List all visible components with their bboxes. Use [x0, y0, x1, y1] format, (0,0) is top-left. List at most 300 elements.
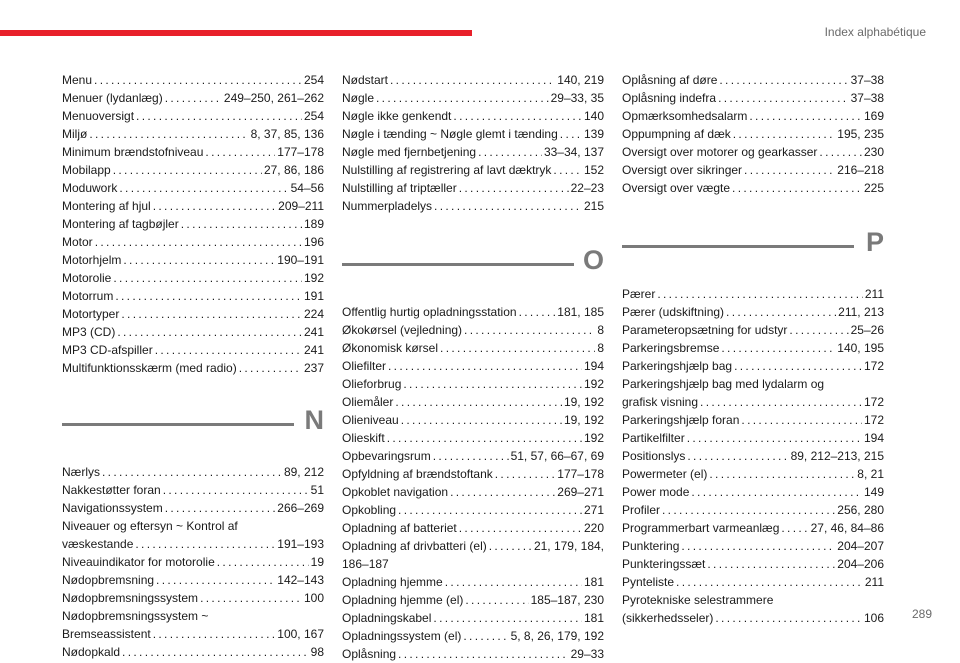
dot-leader: [388, 357, 582, 375]
index-pages: 27, 86, 186: [263, 163, 324, 177]
index-entry: [342, 303, 604, 321]
index-pages: 98: [310, 645, 324, 659]
index-entry: [342, 321, 604, 339]
index-term: MP3 (CD): [62, 325, 116, 339]
entry-group: [622, 71, 884, 197]
dot-leader: [657, 285, 863, 303]
index-entry: [622, 393, 884, 411]
dot-leader: [495, 465, 556, 483]
index-pages: 51, 57, 66–67, 69: [510, 449, 604, 463]
index-pages: 211: [864, 287, 884, 301]
index-pages: 181, 185: [557, 305, 604, 319]
index-pages: 192: [303, 271, 324, 285]
index-entry-continued: Niveauer og eftersyn ~ Kontrol af: [62, 519, 238, 533]
index-term: Oversigt over sikringer: [622, 163, 743, 177]
index-term: Opladning af batteriet: [342, 521, 457, 535]
index-pages: 190–191: [277, 253, 324, 267]
index-pages: 185–187, 230: [530, 593, 604, 607]
index-entry: [342, 197, 604, 215]
index-term: Opmærksomhedsalarm: [622, 109, 748, 123]
dot-leader: [465, 591, 528, 609]
index-entry: [622, 447, 884, 465]
dot-leader: [707, 555, 835, 573]
index-entry: [342, 89, 604, 107]
index-pages: 254: [303, 109, 324, 123]
index-entry: [62, 589, 324, 607]
index-pages: 177–178: [277, 145, 324, 159]
index-entry: [622, 555, 884, 573]
dot-leader: [749, 107, 862, 125]
index-entry: [62, 89, 324, 107]
index-pages: 269–271: [557, 485, 604, 499]
index-pages: 224: [303, 307, 324, 321]
index-pages: 241: [303, 343, 324, 357]
dot-leader: [445, 573, 582, 591]
dot-leader: [217, 553, 309, 571]
dot-leader: [376, 89, 549, 107]
entry-group: [622, 393, 884, 411]
index-term: Programmerbart varmeanlæg: [622, 521, 780, 535]
dot-leader: [89, 125, 248, 143]
dot-leader: [181, 215, 302, 233]
index-term: Økokørsel (vejledning): [342, 323, 463, 337]
dot-leader: [440, 339, 595, 357]
dot-leader: [691, 483, 862, 501]
index-entry: [342, 161, 604, 179]
index-pages: 54–56: [290, 181, 324, 195]
index-term: Motortyper: [62, 307, 120, 321]
index-pages: 241: [303, 325, 324, 339]
index-entry: [622, 285, 884, 303]
heading-rule: [622, 245, 854, 248]
dot-leader: [732, 179, 862, 197]
index-term: Nakkestøtter foran: [62, 483, 161, 497]
entry-group: [342, 537, 604, 555]
index-term: Positionslys: [622, 449, 686, 463]
dot-leader: [553, 161, 582, 179]
index-pages: 204–206: [837, 557, 884, 571]
dot-leader: [676, 573, 863, 591]
entry-group: [62, 463, 324, 517]
index-pages: 254: [303, 73, 324, 87]
index-pages: 211: [864, 575, 884, 589]
index-term: Oversigt over vægte: [622, 181, 731, 195]
dot-leader: [459, 179, 569, 197]
index-entry: [62, 251, 324, 269]
index-entry: [622, 89, 884, 107]
dot-leader: [401, 411, 562, 429]
dot-leader: [165, 499, 276, 517]
dot-leader: [700, 393, 862, 411]
index-term: Opladning af drivbatteri (el): [342, 539, 487, 553]
index-pages: 271: [583, 503, 604, 517]
dot-leader: [450, 483, 555, 501]
index-pages: 194: [863, 431, 884, 445]
index-term: Pærer (udskiftning): [622, 305, 725, 319]
index-term: grafisk visning: [622, 395, 699, 409]
dot-leader: [687, 429, 862, 447]
dot-leader: [200, 589, 302, 607]
index-term: Partikelfilter: [622, 431, 685, 445]
index-entry: [342, 591, 604, 609]
index-term: Motor: [62, 235, 93, 249]
dot-leader: [153, 197, 276, 215]
dot-leader: [121, 305, 302, 323]
dot-leader: [489, 537, 532, 555]
dot-leader: [744, 161, 835, 179]
dot-leader: [163, 481, 309, 499]
index-term: Olieskift: [342, 431, 385, 445]
dot-leader: [156, 571, 275, 589]
index-entry: [342, 179, 604, 197]
index-pages: 195, 235: [837, 127, 884, 141]
index-entry: [62, 107, 324, 125]
index-term: Montering af tagbøjler: [62, 217, 179, 231]
dot-leader: [464, 321, 595, 339]
index-pages: 249–250, 261–262: [223, 91, 324, 105]
index-term: Punktering: [622, 539, 680, 553]
index-term: (sikkerhedsseler): [622, 611, 714, 625]
index-entry: [622, 429, 884, 447]
index-entry: [62, 179, 324, 197]
index-term: Nummerpladelys: [342, 199, 433, 213]
index-term: Nødopbremsning: [62, 573, 155, 587]
index-pages: 142–143: [277, 573, 324, 587]
index-pages: 19: [310, 555, 324, 569]
index-pages: 216–218: [837, 163, 884, 177]
dot-leader: [155, 341, 302, 359]
index-entry: [62, 571, 324, 589]
entry-group: [342, 71, 604, 215]
dot-leader: [721, 339, 835, 357]
index-entry: [342, 573, 604, 591]
index-entry: [342, 519, 604, 537]
index-term: Parkeringshjælp bag: [622, 359, 733, 373]
index-term: Power mode: [622, 485, 690, 499]
dot-leader: [819, 143, 862, 161]
index-term: Nødopbremsningssystem: [62, 591, 199, 605]
dot-leader: [715, 609, 862, 627]
index-entry: [622, 125, 884, 143]
index-term: Oplåsning af døre: [622, 73, 718, 87]
index-pages: 256, 280: [837, 503, 884, 517]
index-entry: [342, 483, 604, 501]
index-term: Opladning hjemme (el): [342, 593, 464, 607]
dot-leader: [453, 107, 582, 125]
index-entry: [62, 463, 324, 481]
dot-leader: [433, 447, 509, 465]
index-pages: 22–23: [570, 181, 604, 195]
index-entry: [342, 71, 604, 89]
dot-leader: [113, 269, 302, 287]
index-entry: [622, 465, 884, 483]
index-term: Niveauindikator for motorolie: [62, 555, 215, 569]
heading-rule: [342, 263, 574, 266]
index-term: Oversigt over motorer og gearkasser: [622, 145, 818, 159]
index-entry: [62, 553, 324, 571]
index-pages: 37–38: [850, 91, 884, 105]
dot-leader: [102, 463, 282, 481]
dot-leader: [463, 627, 508, 645]
dot-leader: [560, 125, 582, 143]
index-term: Nøgle ikke genkendt: [342, 109, 452, 123]
index-entry-continued: Parkeringshjælp bag med lydalarm og: [622, 377, 825, 391]
index-term: Parameteropsætning for udstyr: [622, 323, 788, 337]
index-entry: [62, 287, 324, 305]
index-entry: [622, 357, 884, 375]
index-term: Motorrum: [62, 289, 114, 303]
index-entry: [622, 303, 884, 321]
index-pages: 266–269: [277, 501, 324, 515]
dot-leader: [741, 411, 862, 429]
index-pages: 196: [303, 235, 324, 249]
index-entry: [342, 609, 604, 627]
page-number: 289: [911, 607, 932, 621]
letter-heading-p: [622, 221, 884, 271]
index-column-1: [62, 71, 324, 661]
index-entry: [342, 501, 604, 519]
index-pages: 169: [863, 109, 884, 123]
index-entry: [62, 481, 324, 499]
heading-letter: O: [582, 245, 604, 275]
index-entry: [622, 161, 884, 179]
index-entry: [62, 341, 324, 359]
index-term: Opladningssystem (el): [342, 629, 462, 643]
header-accent-bar: [0, 30, 472, 36]
index-term: Moduwork: [62, 181, 118, 195]
index-term: Pærer: [622, 287, 656, 301]
dot-leader: [734, 357, 862, 375]
index-pages: 100, 167: [277, 627, 324, 641]
index-term: Oliefilter: [342, 359, 387, 373]
index-pages: 237: [303, 361, 324, 375]
index-entry: [62, 125, 324, 143]
index-entry: [342, 537, 604, 555]
index-term: Opkobling: [342, 503, 397, 517]
index-entry: [62, 535, 324, 553]
index-pages: 106: [863, 611, 884, 625]
index-pages: 27, 46, 84–86: [810, 521, 884, 535]
index-pages: 5, 8, 26, 179, 192: [510, 629, 604, 643]
entry-group: [622, 411, 884, 591]
dot-leader: [433, 609, 582, 627]
index-term: Opfyldning af brændstoftank: [342, 467, 493, 481]
index-entry: [342, 447, 604, 465]
index-term: Parkeringsbremse: [622, 341, 720, 355]
entry-group: [342, 573, 604, 663]
index-term: Motorolie: [62, 271, 112, 285]
dot-leader: [709, 465, 855, 483]
index-term: Nøgle med fjernbetjening: [342, 145, 477, 159]
index-pages: 89, 212: [283, 465, 324, 479]
index-term: Økonomisk kørsel: [342, 341, 439, 355]
index-pages: 139: [583, 127, 604, 141]
index-pages: 8, 37, 85, 136: [250, 127, 324, 141]
index-entry: [342, 429, 604, 447]
index-term: Multifunktionsskærm (med radio): [62, 361, 237, 375]
index-entry: [62, 359, 324, 377]
index-pages: 89, 212–213, 215: [790, 449, 884, 463]
index-pages: 8: [597, 341, 604, 355]
index-pages: 204–207: [837, 539, 884, 553]
entry-group: [62, 643, 324, 661]
dot-leader: [519, 303, 556, 321]
index-entry: [622, 501, 884, 519]
dot-leader: [681, 537, 835, 555]
index-entry: [342, 375, 604, 393]
dot-leader: [718, 89, 849, 107]
dot-leader: [136, 107, 302, 125]
dot-leader: [403, 375, 582, 393]
index-entry-continued: 186–187: [342, 557, 389, 571]
dot-leader: [135, 535, 275, 553]
index-pages: 191–193: [277, 537, 324, 551]
index-pages: 177–178: [557, 467, 604, 481]
entry-group: [622, 285, 884, 375]
index-pages: 181: [583, 575, 604, 589]
index-entry: [62, 143, 324, 161]
index-pages: 29–33, 35: [550, 91, 604, 105]
index-entry-continued: Nødopbremsningssystem ~: [62, 609, 209, 623]
index-term: Opkoblet navigation: [342, 485, 449, 499]
index-entry: [342, 465, 604, 483]
dot-leader: [781, 519, 808, 537]
index-term: Minimum brændstofniveau: [62, 145, 204, 159]
index-entry: [622, 609, 884, 627]
dot-leader: [153, 625, 276, 643]
index-term: Oplåsning: [342, 647, 397, 661]
dot-leader: [789, 321, 848, 339]
index-pages: 230: [863, 145, 884, 159]
index-entry: [62, 305, 324, 323]
index-pages: 209–211: [278, 199, 324, 213]
heading-letter: P: [865, 227, 884, 257]
index-pages: 8: [597, 323, 604, 337]
index-entry: [62, 71, 324, 89]
index-term: væskestande: [62, 537, 134, 551]
index-pages: 21, 179, 184,: [533, 539, 604, 553]
index-entry: [62, 233, 324, 251]
dot-leader: [687, 447, 788, 465]
index-pages: 181: [583, 611, 604, 625]
index-pages: 140, 195: [837, 341, 884, 355]
index-term: Offentlig hurtig opladningsstation: [342, 305, 517, 319]
dot-leader: [459, 519, 582, 537]
index-pages: 152: [583, 163, 604, 177]
index-pages: 25–26: [850, 323, 884, 337]
entry-group: [342, 303, 604, 537]
index-entry: [62, 215, 324, 233]
index-term: Opladningskabel: [342, 611, 432, 625]
index-pages: 19, 192: [563, 413, 604, 427]
dot-leader: [719, 71, 848, 89]
index-entry: [622, 179, 884, 197]
index-entry: [622, 107, 884, 125]
dot-leader: [387, 429, 582, 447]
index-entry: [342, 125, 604, 143]
index-pages: 29–33: [570, 647, 604, 661]
index-entry: [342, 143, 604, 161]
index-entry: [342, 357, 604, 375]
index-term: Bremseassistent: [62, 627, 151, 641]
dot-leader: [115, 287, 302, 305]
index-pages: 192: [583, 431, 604, 445]
section-title: Index alphabétique: [824, 25, 926, 39]
index-term: Nøgle i tænding ~ Nøgle glemt i tænding: [342, 127, 558, 141]
dot-leader: [478, 143, 542, 161]
index-column-3: [622, 71, 884, 627]
index-term: Nødstart: [342, 73, 389, 87]
index-term: Nulstilling af registrering af lavt dæktryk: [342, 163, 552, 177]
index-term: Parkeringshjælp foran: [622, 413, 740, 427]
index-entry: [342, 645, 604, 663]
dot-leader: [122, 643, 309, 661]
index-entry: [62, 197, 324, 215]
index-term: Oliemåler: [342, 395, 394, 409]
index-term: Powermeter (el): [622, 467, 708, 481]
index-term: Nøgle: [342, 91, 375, 105]
index-pages: 100: [303, 591, 324, 605]
index-entry: [342, 107, 604, 125]
index-entry: [622, 537, 884, 555]
index-term: Profiler: [622, 503, 661, 517]
index-pages: 220: [583, 521, 604, 535]
index-pages: 215: [583, 199, 604, 213]
index-entry: [342, 339, 604, 357]
index-term: Navigationssystem: [62, 501, 163, 515]
letter-heading-n: [62, 399, 324, 449]
dot-leader: [95, 233, 302, 251]
dot-leader: [123, 251, 275, 269]
dot-leader: [239, 359, 302, 377]
index-entry: [622, 483, 884, 501]
index-term: Opladning hjemme: [342, 575, 443, 589]
index-pages: 19, 192: [563, 395, 604, 409]
index-entry: [622, 573, 884, 591]
index-entry: [62, 323, 324, 341]
heading-rule: [62, 423, 294, 426]
index-term: Montering af hjul: [62, 199, 151, 213]
index-term: Oplåsning indefra: [622, 91, 717, 105]
index-pages: 194: [583, 359, 604, 373]
index-entry: [622, 339, 884, 357]
index-pages: 192: [583, 377, 604, 391]
dot-leader: [94, 71, 302, 89]
index-term: Olieniveau: [342, 413, 399, 427]
dot-leader: [117, 323, 302, 341]
dot-leader: [165, 89, 222, 107]
index-entry: [62, 161, 324, 179]
index-entry: [342, 393, 604, 411]
index-term: Oppumpning af dæk: [622, 127, 731, 141]
index-entry: [622, 519, 884, 537]
index-entry: [622, 143, 884, 161]
index-term: Punkteringssæt: [622, 557, 706, 571]
index-term: Motorhjelm: [62, 253, 122, 267]
index-term: Nødopkald: [62, 645, 121, 659]
index-entry: [622, 71, 884, 89]
index-entry: [342, 627, 604, 645]
entry-group: [62, 535, 324, 553]
index-term: Pynteliste: [622, 575, 675, 589]
dot-leader: [662, 501, 835, 519]
index-entry: [62, 643, 324, 661]
index-pages: 172: [863, 413, 884, 427]
index-pages: 189: [303, 217, 324, 231]
index-entry: [622, 411, 884, 429]
index-entry-continued: Pyrotekniske selestrammere: [622, 593, 774, 607]
index-term: Mobilapp: [62, 163, 111, 177]
